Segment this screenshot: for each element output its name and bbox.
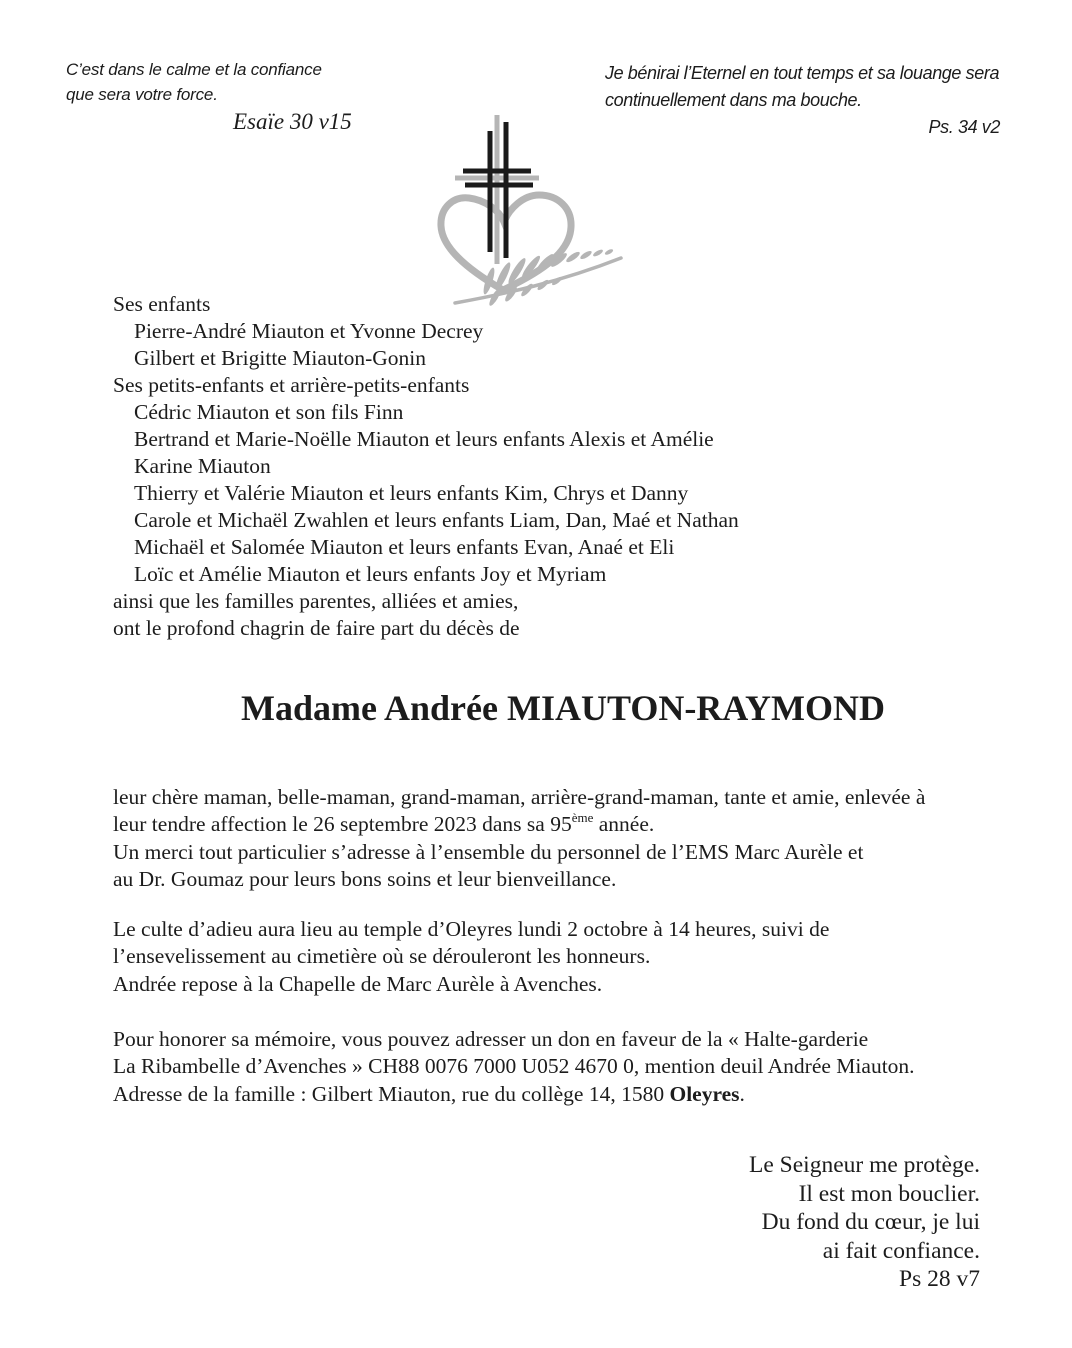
quote-line: Le Seigneur me protège. [749,1152,980,1178]
scripture-reference: Ps 28 v7 [899,1266,980,1292]
family-line: Ses enfants [113,292,211,316]
service-paragraph [113,916,1028,998]
paragraph-line: Adresse de la famille : Gilbert Miauton, rue du collège 14, 1580 Oleyres. [113,1081,745,1106]
paragraph-line: Un merci tout particulier s’adresse à l’ensemble du personnel de l’EMS Marc Aurèle et [113,839,864,864]
closing-quote [749,1151,980,1294]
scripture-reference: Esaïe 30 v15 [233,109,352,134]
donation-paragraph [113,1026,1028,1108]
family-line: Bertrand et Marie-Noëlle Miauton et leurs enfants Alexis et Amélie [134,427,714,451]
quote-line: que sera votre force. [66,85,218,104]
family-line: Loïc et Amélie Miauton et leurs enfants Joy et Myriam [134,562,607,586]
family-list [113,291,739,642]
announcement-paragraph [113,784,1028,893]
family-line: Cédric Miauton et son fils Finn [134,400,404,424]
paragraph-line: Andrée repose à la Chapelle de Marc Aurèle à Avenches. [113,971,603,996]
quote-line: continuellement dans ma bouche. [605,90,862,110]
cross-icon [455,115,539,264]
paragraph-line: au Dr. Goumaz pour leurs bons soins et leur bienveillance. [113,866,617,891]
family-line: ainsi que les familles parentes, alliées et amies, [113,589,519,613]
opening-quote-left [66,57,352,134]
family-line: Carole et Michaël Zwahlen et leurs enfants Liam, Dan, Maé et Nathan [134,508,739,532]
family-line: Ses petits-enfants et arrière-petits-enfants [113,373,470,397]
paragraph-line: Pour honorer sa mémoire, vous pouvez adresser un don en faveur de la « Halte-garderie [113,1027,869,1051]
quote-line: Je bénirai l’Eternel en tout temps et sa louange sera [605,63,1000,83]
family-line: Thierry et Valérie Miauton et leurs enfants Kim, Chrys et Danny [134,481,689,505]
quote-line: C’est dans le calme et la confiance [66,60,322,79]
paragraph-line: l’ensevelissement au cimetière où se dérouleront les honneurs. [113,944,651,969]
cross-heart-branch-emblem [405,100,635,310]
family-line: Karine Miauton [134,454,271,478]
paragraph-line: Le culte d’adieu aura lieu au temple d’Oleyres lundi 2 octobre à 14 heures, suivi de [113,917,830,941]
deceased-name-title: Madame Andrée MIAUTON-RAYMOND [241,688,885,728]
family-line: ont le profond chagrin de faire part du décès de [113,616,520,640]
ordinal-superscript: ème [571,810,594,826]
paragraph-line: La Ribambelle d’Avenches » CH88 0076 7000 U052 4670 0, mention deuil Andrée Miauton. [113,1054,915,1079]
quote-line: ai fait confiance. [822,1237,980,1264]
quote-line: Du fond du cœur, je lui [761,1209,980,1235]
family-line: Michaël et Salomée Miauton et leurs enfants Evan, Anaé et Eli [134,535,675,559]
family-line: Gilbert et Brigitte Miauton-Gonin [134,346,426,370]
scripture-reference: Ps. 34 v2 [928,117,1000,137]
quote-line: Il est mon bouclier. [798,1180,980,1207]
opening-quote-right [605,60,1025,141]
family-line: Pierre-André Miauton et Yvonne Decrey [134,319,484,343]
family-address-town: Oleyres [669,1081,740,1106]
paragraph-line: leur chère maman, belle-maman, grand-maman, arrière-grand-maman, tante et amie, enlevée à [113,785,926,809]
paragraph-line: leur tendre affection le 26 septembre 2023 dans sa 95ème année. [113,810,655,837]
